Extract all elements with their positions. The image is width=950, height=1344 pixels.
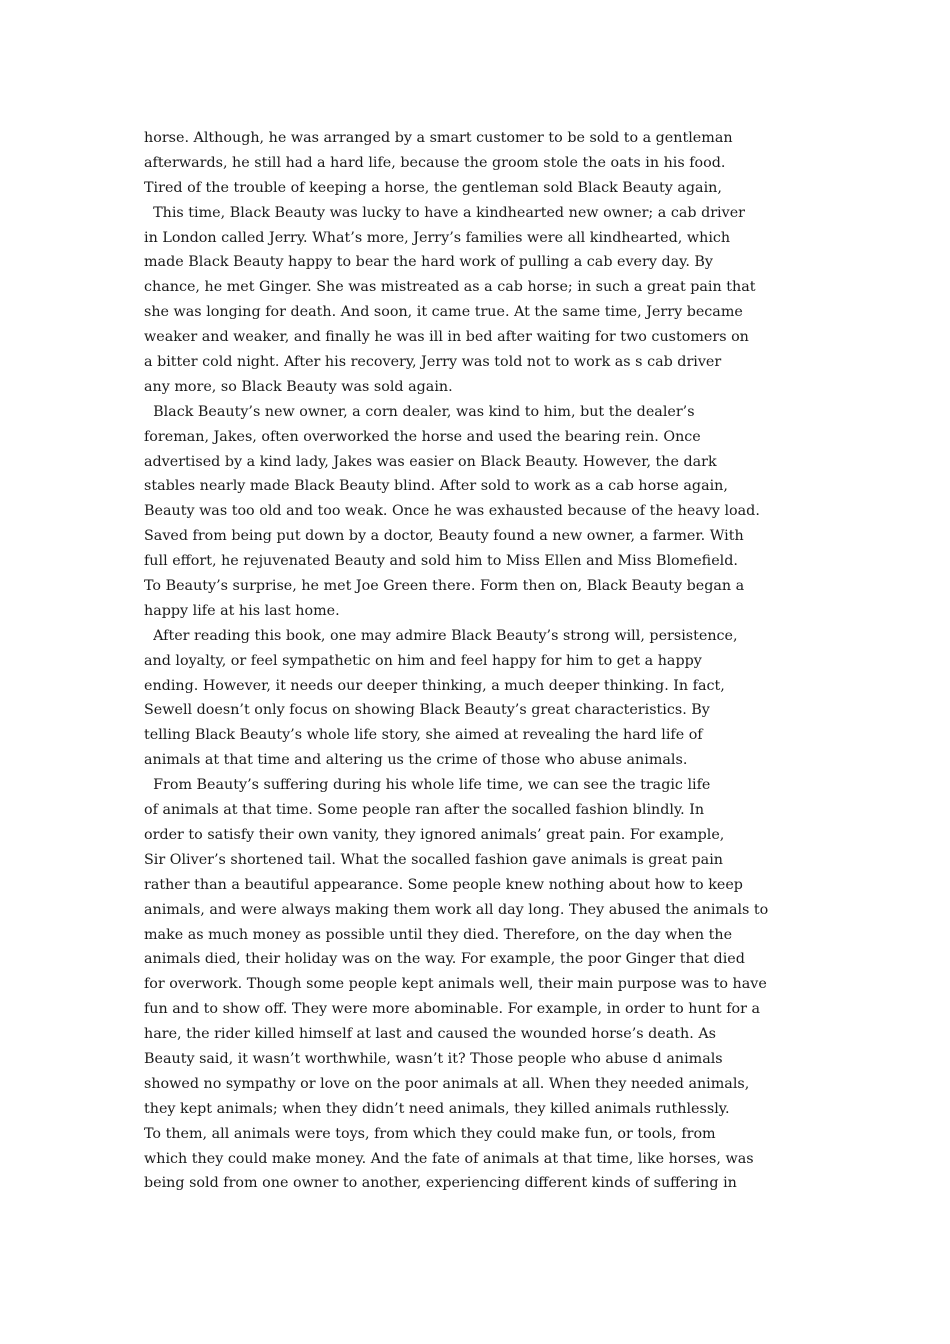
text-line: animals, and were always making them work all day long. They abused the animals to xyxy=(144,901,769,918)
text-line: Tired of the trouble of keeping a horse, the gentleman sold Black Beauty again, xyxy=(144,179,722,196)
text-line: stables nearly made Black Beauty blind. After sold to work as a cab horse again, xyxy=(144,478,728,495)
text-line: After reading this book, one may admire Black Beauty’s strong will, persistence, xyxy=(144,627,738,644)
text-line: afterwards, he still had a hard life, because the groom stole the oats in his food. xyxy=(144,154,726,171)
text-line: for overwork. Though some people kept animals well, their main purpose was to have xyxy=(144,976,767,993)
text-line: This time, Black Beauty was lucky to have a kindhearted new owner; a cab driver xyxy=(144,204,745,221)
text-line: happy life at his last home. xyxy=(144,602,340,619)
text-line: Sewell doesn’t only focus on showing Black Beauty’s great characteristics. By xyxy=(144,702,710,719)
text-line: From Beauty’s suffering during his whole life time, we can see the tragic life xyxy=(144,777,711,794)
text-line: Saved from being put down by a doctor, Beauty found a new owner, a farmer. With xyxy=(144,528,744,545)
text-line: To them, all animals were toys, from which they could make fun, or tools, from xyxy=(144,1125,716,1142)
text-line: ending. However, it needs our deeper thinking, a much deeper thinking. In fact, xyxy=(144,677,725,694)
text-line: order to satisfy their own vanity, they ignored animals’ great pain. For example, xyxy=(144,826,725,843)
text-line: and loyalty, or feel sympathetic on him and feel happy for him to get a happy xyxy=(144,652,702,669)
text-line: chance, he met Ginger. She was mistreated as a cab horse; in such a great pain that xyxy=(144,279,756,296)
text-line: animals died, their holiday was on the way. For example, the poor Ginger that died xyxy=(144,951,745,968)
text-line: Black Beauty’s new owner, a corn dealer, was kind to him, but the dealer’s xyxy=(144,403,695,420)
text-line: she was longing for death. And soon, it came true. At the same time, Jerry became xyxy=(144,304,743,321)
text-line: hare, the rider killed himself at last and caused the wounded horse’s death. As xyxy=(144,1026,716,1043)
text-line: a bitter cold night. After his recovery, Jerry was told not to work as s cab driver xyxy=(144,354,722,371)
text-line: rather than a beautiful appearance. Some people knew nothing about how to keep xyxy=(144,876,743,893)
text-line: any more, so Black Beauty was sold again. xyxy=(144,378,453,395)
text-line: of animals at that time. Some people ran after the socalled fashion blindly. In xyxy=(144,802,705,819)
text-line: Beauty was too old and too weak. Once he was exhausted because of the heavy load. xyxy=(144,503,760,520)
text-line: To Beauty’s surprise, he met Joe Green there. Form then on, Black Beauty began a xyxy=(144,578,745,595)
body-text xyxy=(144,126,814,1196)
text-line: full effort, he rejuvenated Beauty and sold him to Miss Ellen and Miss Blomefield. xyxy=(144,553,738,570)
text-line: Sir Oliver’s shortened tail. What the socalled fashion gave animals is great pain xyxy=(144,851,723,868)
text-line: being sold from one owner to another, experiencing different kinds of suffering in xyxy=(144,1175,737,1192)
text-line: which they could make money. And the fate of animals at that time, like horses, was xyxy=(144,1150,754,1167)
text-line: telling Black Beauty’s whole life story, she aimed at revealing the hard life of xyxy=(144,727,703,744)
text-line: horse. Although, he was arranged by a smart customer to be sold to a gentleman xyxy=(144,130,733,146)
text-line: advertised by a kind lady, Jakes was easier on Black Beauty. However, the dark xyxy=(144,453,717,470)
text-line: make as much money as possible until they died. Therefore, on the day when the xyxy=(144,926,733,943)
text-line: weaker and weaker, and finally he was ill in bed after waiting for two customers on xyxy=(144,329,749,346)
text-line: fun and to show off. They were more abominable. For example, in order to hunt for a xyxy=(144,1001,761,1018)
text-line: they kept animals; when they didn’t need animals, they killed animals ruthlessly. xyxy=(144,1100,730,1117)
text-line: animals at that time and altering us the crime of those who abuse animals. xyxy=(144,752,688,769)
text-line: Beauty said, it wasn’t worthwhile, wasn’t it? Those people who abuse d animals xyxy=(144,1050,723,1067)
text-line: foreman, Jakes, often overworked the horse and used the bearing rein. Once xyxy=(144,428,701,445)
text-line: made Black Beauty happy to bear the hard work of pulling a cab every day. By xyxy=(144,254,713,271)
text-line: in London called Jerry. What’s more, Jerry’s families were all kindhearted, which xyxy=(144,229,731,246)
text-line: showed no sympathy or love on the poor animals at all. When they needed animals, xyxy=(144,1075,750,1092)
